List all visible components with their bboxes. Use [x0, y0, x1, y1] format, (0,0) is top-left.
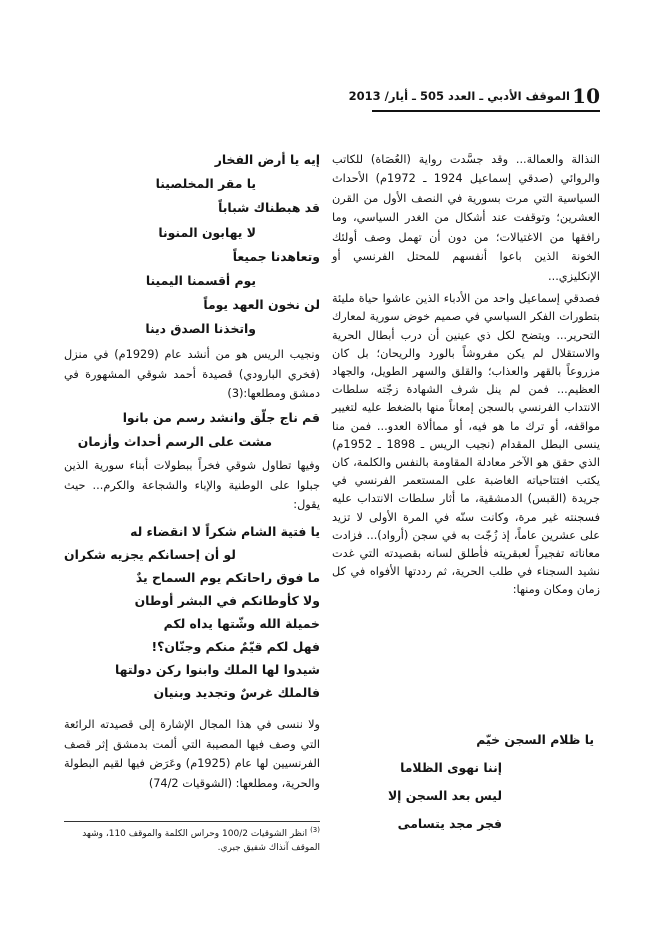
poem-verse: ليس بعد السجن إلا [387, 788, 502, 803]
poem-verse: قم ناج جلّق وانشد رسم من بانوا [122, 410, 320, 425]
right-poem [332, 732, 600, 832]
poem-verse: لا يهابون المنونا [158, 225, 256, 240]
page-number: 10 [572, 84, 600, 108]
poem-verse: مشت على الرسم أحداث وأزمان [77, 434, 272, 449]
poem-verse: لو أن إحسانكم يجزيه شكران [64, 547, 236, 562]
poem-verse: واتخذنا الصدق دينا [145, 321, 256, 336]
poem-verse: فجر مجد يتسامى [397, 816, 502, 831]
page-header [348, 84, 600, 110]
left-paragraph-2-text: وفيها تطاول شوقي فخراً ببطولات أبناء سورية الذين جبلوا على الوطنية والإباء والشجاعة والكرم... حيث يقول: [64, 459, 320, 511]
left-poem-bottom [64, 524, 320, 704]
left-paragraph-1 [64, 345, 320, 404]
poem-verse: إننا نهوى الظلاما [400, 760, 502, 775]
poem-verse: ما فوق راحاتكم يوم السماح يدٌ [135, 570, 320, 585]
poem-verse: فهل لكم قيّمٌ منكم وجنّان؟! [151, 639, 320, 654]
poem-verse: إيه يا أرض الفخار [214, 152, 320, 167]
left-paragraph-3-text: ولا ننسى في هذا المجال الإشارة إلى قصيدته الرائعة التي وصف فيها المصيبة التي ألمت بدمشق إثر قصف الفرنسيين لها عام (1925م) وعَرَض فيها لقيم البطولة والحرية، ومطلعها: (الشوقيات 74/2) [64, 718, 320, 790]
poem-verse: لن نخون العهد يوماً [203, 297, 320, 312]
right-paragraph-1: النذالة والعمالة... وقد جسَّدت رواية (العُصَاة) للكاتب والروائي (صدقي إسماعيل 1924 ـ 1972م) الأحداث السياسية التي مرت بسورية في النصف الأول من القرن العشرين؛ وتوقفت عند أشكال من الغدر السياسي، وما رافقها من الاغتيالات؛ من دون أن تهمل وصف أولئك الخونة الذين باعوا أنفسهم للمحتل الفرنسي أو الإنكليزي... [332, 153, 600, 283]
right-column [332, 150, 600, 600]
poem-verse: يا مقر المخلصينا [155, 176, 256, 191]
right-paragraph-2: فصدقي إسماعيل واحد من الأدباء الذين عاشوا حياة مليئة بتطورات الفكر السياسي في صميم خوض سورية لمعارك التحرير... ويتضح لكل ذي عينين أن درب أبطال الحرية والاستقلال لم يكن مفروشاً بالورد والريحان؛ بل كان مزروعاً بالقهر والعذاب؛ والقلق والسهر الطويل، والجهاد العظيم... فمن لم ينل شرف الشهادة زجّته سلطات الانتداب الفرنسي بالسجن إمعاناً منها بالضغط عليه لتغيير مواقفه، أو ترك ما هو فيه، أو مماألاة العدو... فمن منا ينسى البطل المقدام (نجيب الريس ـ 1898 ـ 1952م) الذي حقق هو الآخر معادلة المقاومة بالنفس والكلمة، كان يكتب افتتاحياته الغاضبة على المستعمر الفرنسي في جريدة (القبس) الدمشقية، ما أثار سلطات الانتداب عليه فسجنته غير مرة، وكانت سنّه في المرة الأولى لا تزيد على عشرين عاماً، إذ زُجّت به في سجن (أرواد)... فزادت معاناته تفجيراً لعبقريته فأطلق لسانه بقصيدته التي غدت نشيد السجناء في طلب الحرية، ثم رددتها الأفواه في كل زمان ومكان ومنها: [332, 292, 600, 597]
left-poem-mid [64, 410, 320, 460]
poem-verse: قد هبطناك شباباً [218, 200, 320, 215]
poem-verse: شيدوا لها الملك وابنوا ركن دولتها [115, 662, 320, 677]
poem-verse: ولا كأوطانكم في البشر أوطان [134, 593, 320, 608]
running-head: الموقف الأدبي ـ العدد 505 ـ أيار/ 2013 [348, 89, 570, 103]
footnote-text: انظر الشوقيات 100/2 وحراس الكلمة والموقف 110، وشهد الموقف آنذاك شفيق جبري. [82, 829, 320, 853]
footnote [64, 823, 320, 855]
left-paragraph-1-text: ونجيب الريس هو من أنشد عام (1929م) في منزل (فخري البارودي) قصيدة أحمد شوقي المشهورة في دمشق ومطلعها:(3) [64, 348, 320, 400]
poem-verse: يا فتية الشام شكراً لا انقضاء له [130, 524, 320, 539]
left-paragraph-3 [64, 715, 320, 793]
header-rule [372, 110, 600, 112]
left-poem-top [64, 152, 320, 342]
poem-verse: يا ظلام السجن خيّم [476, 732, 594, 747]
footnote-rule [64, 821, 320, 822]
poem-verse: وتعاهدنا جميعاً [232, 249, 320, 264]
left-paragraph-2 [64, 456, 320, 515]
footnote-marker: (3) [310, 826, 320, 834]
poem-verse: خميلة الله وشّتها يداه لكم [163, 616, 320, 631]
poem-verse: يوم أقسمنا اليمينا [145, 273, 256, 288]
poem-verse: فالملك غرسٌ وتجديد وبنيان [153, 685, 320, 700]
